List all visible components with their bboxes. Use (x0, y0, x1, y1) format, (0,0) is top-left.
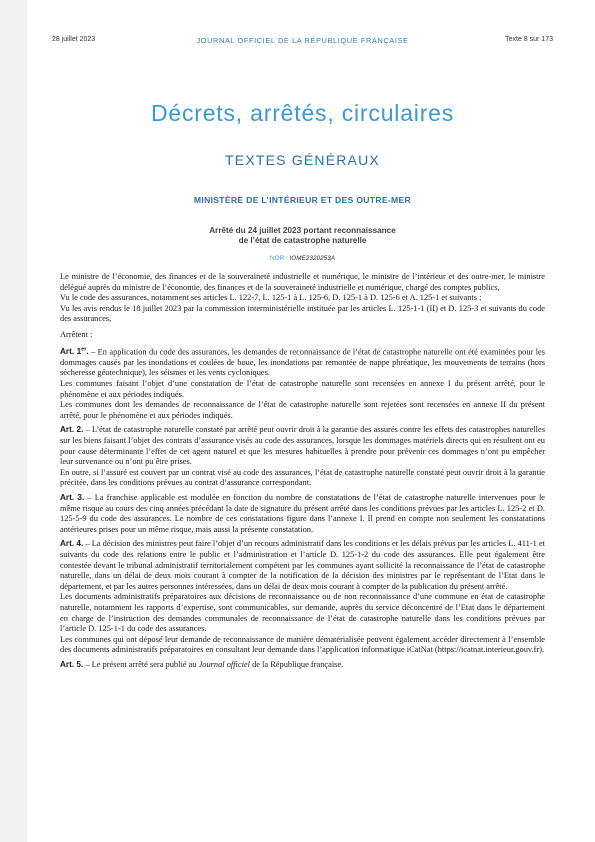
article-4 (60, 539, 545, 592)
article-3-label: Art. 3. (60, 493, 85, 503)
article-dash: – (91, 347, 98, 357)
article-3 (60, 493, 545, 535)
nor-code: IOME2320253A (289, 255, 336, 262)
arrete-title-line-2: de l’état de catastrophe naturelle (238, 236, 367, 245)
article-dash: – (87, 493, 95, 503)
article-5-label: Art. 5. (60, 659, 84, 669)
article-2-paragraph: En outre, si l’assuré est couvert par un contrat visé au code des assurances, l’état de catastrophe naturelle constaté peut ouvrir droit à la garantie précitée, dans les conditions prévues au contrat d’assurance correspondant. (60, 467, 545, 488)
article-4-paragraph: Les documents administratifs préparatoires aux décisions de reconnaissance ou de non reconnaissance d’une commune en état de catastrophe naturelle, notamment les rapports d’expertise, sont communicables, sur demande, auprès du service déconcentré de l’Etat dans le département en charge de l’instruction des demandes communales de reconnaissance de l’état de catastrophe naturelle dans les conditions prévues par l’article D. 125-1-1 du code des assurances. (60, 592, 545, 634)
article-1 (60, 345, 545, 380)
article-2 (60, 425, 545, 467)
article-1-paragraph: Les communes faisant l’objet d’une constatation de l’état de catastrophe naturelle sont recensées en annexe I du présent arrêté, pour le phénomène et aux périodes indiqués. (60, 379, 545, 399)
header-text-number: Texte 8 sur 173 (505, 36, 553, 43)
nor-reference (60, 255, 545, 262)
journal-officiel-italic: Journal officiel (198, 659, 250, 669)
visa-paragraph: Vu le code des assurances, notamment ses articles L. 122-7, L. 125-1 à L. 125-6, D. 125-1 à D. 125-6 et A. 125-1 et suivants ; (60, 293, 482, 303)
header-date: 28 juillet 2023 (52, 36, 96, 43)
article-dash: – (85, 425, 92, 435)
header-journal-title: JOURNAL OFFICIEL DE LA RÉPUBLIQUE FRANÇAISE (196, 36, 409, 45)
article-dash: – (85, 659, 92, 669)
article-5-text-before: Le présent arrêté sera publié au (91, 659, 199, 669)
visa-paragraph: Vu les avis rendus le 18 juillet 2023 par la commission interministérielle instituée par les articles L. 125-1-1 (II) et D. 125-3 et suivants du code des assurances, (60, 303, 545, 324)
section-title: Décrets, arrêtés, circulaires (150, 100, 455, 126)
article-2-text: L’état de catastrophe naturelle constaté par arrêté peut ouvrir droit à la garantie des assurés contre les effets des catastrophes naturelles sur les biens faisant l’objet des contrats d’assurance visés au code des assurances, lorsque les dommages matériels directs qui en résultent ont eu pour cause déterminante l’effet de cet agent naturel et que les mesures habituelles à prendre pour prévenir ces dommages n’ont pu empêcher leur survenance ou n’ont pu être prises. (60, 425, 545, 467)
nor-label: NOR : (269, 255, 288, 262)
left-margin-band (0, 0, 27, 842)
article-4-text: La décision des ministres peut faire l’objet d’un recours administratif dans les conditions et les délais prévus par les articles L. 411-1 et suivants du code des relations entre le public et l’administration et l’article D. 125-1-2 du code des assurances. Elle peut également être contestée devant le tribunal administratif territorialement compétent par les communes ayant sollicité la reconnaissance de l’état de catastrophe naturelle, dans un délai de deux mois courant à compter de la notification de la décision des ministres par le représentant de l’Etat dans le département, et par les autres personnes intéressées, dans un délai de deux mois courant à compter de la publication du présent arrêté. (60, 539, 546, 591)
article-5-text-after: de la République française. (249, 659, 344, 669)
running-header (52, 36, 553, 48)
ministry-heading: MINISTÈRE DE L’INTÉRIEUR ET DES OUTRE-MER (193, 195, 412, 205)
article-1-paragraph: Les communes dont les demandes de reconnaissance de l’état de catastrophe naturelle sont rejetées sont recensées en annexe II du présent arrêté, pour le phénomène et aux périodes indiqués. (60, 400, 545, 420)
ordinal-superscript: er (81, 346, 87, 353)
subsection-title: TEXTES GÉNÉRAUX (225, 152, 380, 168)
article-3-text: La franchise applicable est modulée en fonction du nombre de constatations de l’état de catastrophe naturelle intervenues pour le même risque au cours des cinq années précédant la date de signature du présent arrêté dans les conditions prévues par les articles L. 125-2 et D. 125-5-9 du code des assurances. Le nombre de ces constatations figure dans l’annexe I. Il prend en compte non seulement les constatations antérieures prises pour un même risque, mais aussi la présente constatation. (60, 493, 545, 534)
article-5 (60, 660, 545, 671)
visa-paragraph: Le ministre de l’économie, des finances et de la souveraineté industrielle et numérique, le ministre de l’intérieur et des outre-mer, le ministre délégué auprès du ministre de l’économie, des finances et de la souveraineté industrielle et numérique, chargé des comptes publics, (60, 272, 545, 292)
arrete-title-line-1: Arrêté du 24 juillet 2023 portant reconnaissance (209, 226, 396, 235)
article-2-label: Art. 2. (60, 425, 84, 435)
article-1-text: En application du code des assurances, les demandes de reconnaissance de l’état de catastrophe naturelle ont été examinées pour les dommages causés par les inondations et coulées de boue, les inondations par remontée de nappe phréatique, les mouvements de terrains (hors sécheresse géotechnique), les séismes et les vents cycloniques. (60, 347, 545, 378)
arrete-title (60, 226, 545, 246)
article-4-paragraph: Les communes qui ont déposé leur demande de reconnaissance de manière dématérialisée peuvent également accéder directement à l’ensemble des documents administratifs préparatoires en consultant leur demande dans l’application informatique iCatNat (https://icatnat.interieur.gouv.fr). (60, 634, 545, 655)
article-4-label: Art. 4. (60, 539, 84, 549)
arretent-line: Arrêtent : (60, 329, 93, 339)
article-1-label: Art. 1er. (60, 346, 89, 357)
document-body (60, 272, 545, 671)
article-dash: – (85, 539, 92, 549)
